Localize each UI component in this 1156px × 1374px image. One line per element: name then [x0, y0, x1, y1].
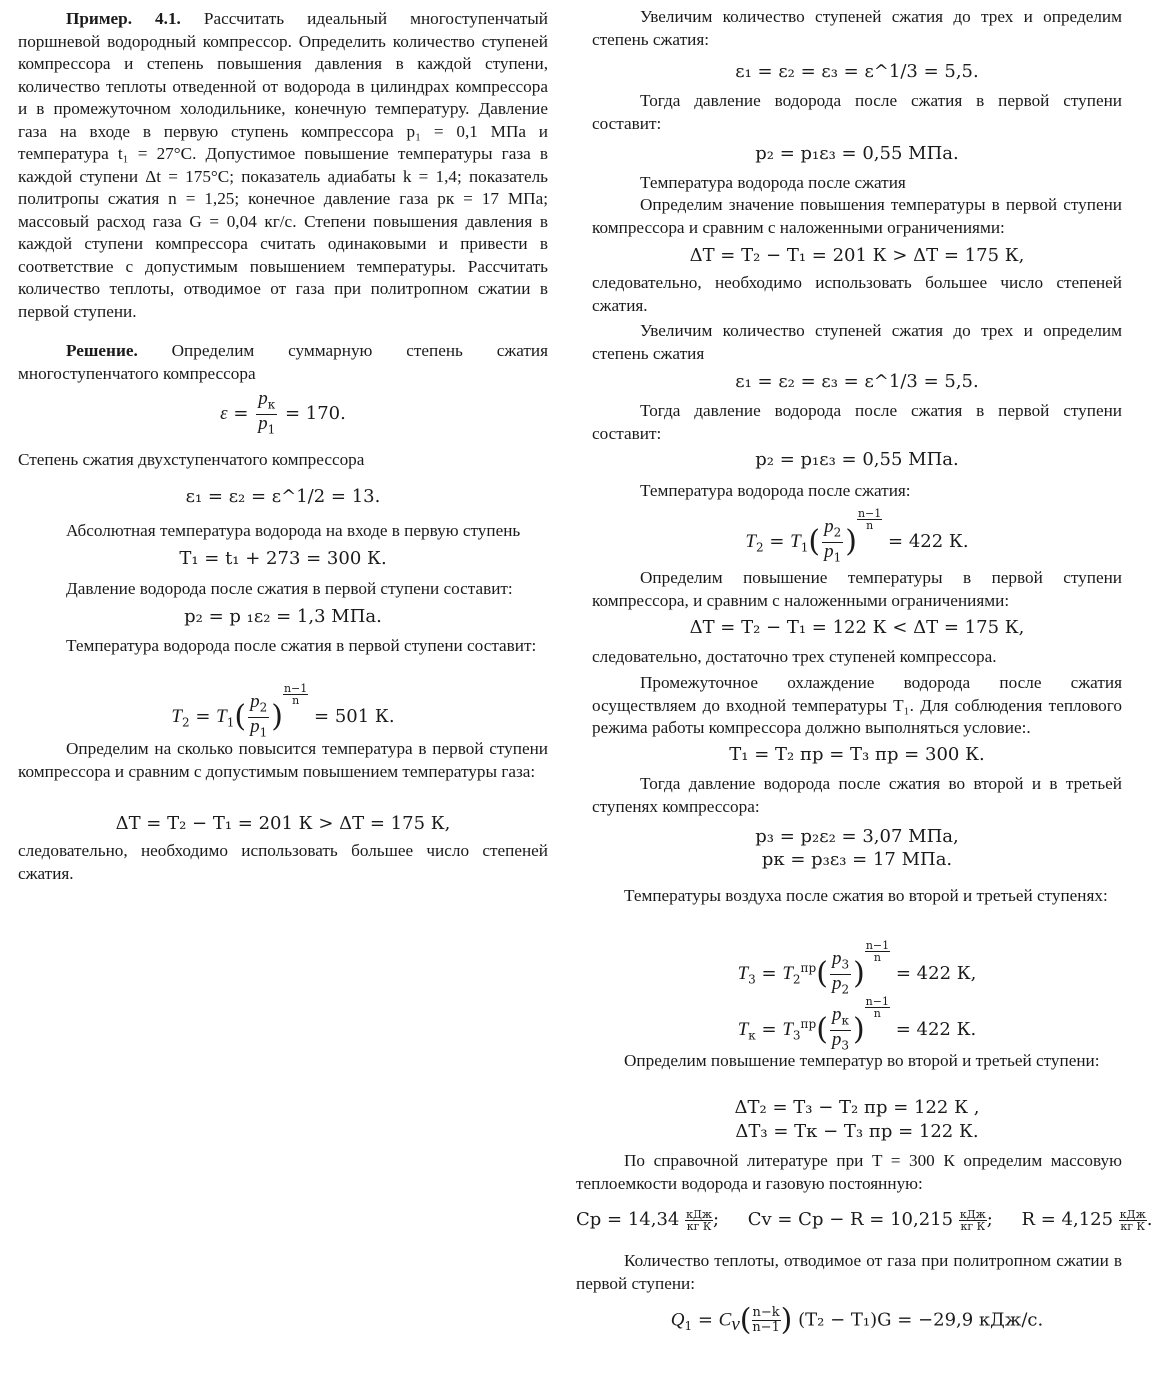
right-eq-14b: ΔT₃ = Tк − T₃ пр = 122 К. [735, 1121, 979, 1142]
right-eq-8: $T_2 = T_1$( $\frac{p_2}{p_1}$ ) $^{\frac{n-1}{n}}$ = 422 К. [745, 507, 969, 565]
right-par-11 [592, 672, 1122, 740]
unit-cp-num: кДж [686, 1207, 713, 1221]
right-eq-1: ε₁ = ε₂ = ε₃ = ε^1/3 = 5,5. [735, 61, 979, 82]
right-eq-15-r: R = 4,125 [1021, 1209, 1114, 1230]
right-par-13 [576, 885, 1122, 908]
right-par-16-text: Количество теплоты, отводимое от газа при политропном сжатии в первой ступени: [576, 1251, 1122, 1293]
right-par-1-text: Увеличим количество ступеней сжатия до трех и определим степень сжатия: [592, 7, 1122, 49]
equation-temp-rise: ΔT = T₂ − T₁ = 201 К > ΔT = 175 К, [115, 813, 451, 834]
right-par-3 [592, 172, 1122, 195]
right-eq-2: p₂ = p₁ε₃ = 0,55 МПа. [755, 143, 959, 164]
solution-label: Решение. [66, 341, 138, 360]
right-eq-13b-result: = 422 К. [895, 1019, 977, 1040]
equation-total-ratio: ε = $\frac{p_к}{p_1}$ = 170. [220, 388, 346, 437]
right-eq-13b: $T_к = T_3^{пр}$( $\frac{p_к}{p_3}$ ) $^{\frac{n-1}{n}}$ = 422 К. [737, 995, 977, 1053]
paragraph-abs-temp-text: Абсолютная температура водорода на входе в первую ступень [66, 521, 521, 540]
right-par-15 [576, 1150, 1122, 1195]
paragraph-pressure-text: Давление водорода после сжатия в первой ступени составит: [66, 579, 513, 598]
paragraph-abs-temp [18, 520, 548, 543]
right-eq-15-cp: Cp = 14,34 [576, 1209, 680, 1230]
right-par-5-text: следовательно, необходимо использовать большее число степеней сжатия. [592, 273, 1122, 315]
paragraph-temp-rise [18, 738, 548, 783]
right-eq-15: Cp = 14,34 $\frac{\text{кДж}}{\text{кг К}}$ ; Cv = Cp − R = 10,215 $\frac{\text{кДж}}{\text{кг К}}$ ; R = 4,125 $\frac{\text{кДж}}{\text{кг К}}$ . [576, 1207, 1153, 1233]
unit-cp-den: кг К [686, 1219, 712, 1233]
equation-pressure: p₂ = p ₁ε₂ = 1,3 МПа. [184, 606, 382, 627]
equation-temp-after-result: = 501 К. [314, 706, 395, 727]
paragraph-conclusion-text: следовательно, необходимо использовать большее число степеней сжатия. [18, 841, 548, 883]
right-eq-12b: pк = p₃ε₃ = 17 МПа. [761, 849, 953, 870]
problem-label: Пример. 4.1. [66, 9, 181, 28]
unit-cv-den: кг К [960, 1219, 986, 1233]
solution-intro [18, 340, 548, 385]
solution-text: Определим суммарную степень сжатия многоступенчатого компрессора [18, 341, 549, 383]
right-par-8 [592, 480, 1122, 503]
right-par-9-text: Определим повышение температуры в первой ступени компрессора, и сравним с наложенными ограничениями: [592, 568, 1122, 610]
paragraph-pressure [18, 578, 548, 601]
paragraph-temp-after [18, 635, 548, 658]
equation-total-ratio-result: = 170. [284, 403, 346, 425]
right-par-8-text: Температура водорода после сжатия: [640, 481, 911, 500]
right-eq-14a: ΔT₂ = T₃ − T₂ пр = 122 К , [734, 1097, 980, 1118]
right-eq-16-result: (T₂ − T₁)G = −29,9 кДж/с. [798, 1309, 1044, 1331]
right-eq-9: ΔT = T₂ − T₁ = 122 К < ΔT = 175 К, [689, 617, 1025, 638]
right-par-1 [592, 6, 1122, 51]
right-eq-13a: $T_3 = T_2^{пр}$( $\frac{p_3}{p_2}$ ) $^{\frac{n-1}{n}}$ = 422 К, [737, 939, 977, 997]
right-eq-15-cv: Cv = Cp − R = 10,215 [747, 1209, 954, 1230]
right-eq-12a: p₃ = p₂ε₂ = 3,07 МПа, [755, 826, 959, 847]
right-par-5 [592, 272, 1122, 317]
right-par-2 [592, 90, 1122, 135]
right-par-16 [576, 1250, 1122, 1295]
unit-r-den: кг К [1120, 1219, 1146, 1233]
right-par-10-text: следовательно, достаточно трех ступеней компрессора. [592, 647, 997, 666]
equation-two-stage: ε₁ = ε₂ = ε^1/2 = 13. [185, 486, 381, 507]
right-eq-6: ε₁ = ε₂ = ε₃ = ε^1/3 = 5,5. [735, 371, 979, 392]
right-par-13-text: Температуры воздуха после сжатия во второй и третьей ступенях: [624, 886, 1108, 905]
right-par-11-text: Промежуточное охлаждение водорода после сжатия осуществляем до входной температуры T₁. Для соблюдения теплового режима работы компрессора должно выполняться условие:. [592, 673, 1122, 737]
right-par-6-text: Увеличим количество ступеней сжатия до трех и определим степень сжатия [592, 321, 1122, 363]
right-par-14 [576, 1050, 1122, 1073]
right-par-3-text: Температура водорода после сжатия [640, 173, 906, 192]
right-eq-13a-result: = 422 К, [895, 963, 977, 984]
right-eq-8-result: = 422 К. [888, 531, 969, 552]
right-eq-7: p₂ = p₁ε₃ = 0,55 МПа. [755, 449, 959, 470]
equation-abs-temp: T₁ = t₁ + 273 = 300 К. [179, 548, 387, 569]
paragraph-conclusion [18, 840, 548, 885]
problem-statement [18, 8, 548, 323]
right-par-10 [592, 646, 1122, 669]
unit-r-num: кДж [1119, 1207, 1146, 1221]
right-par-2-text: Тогда давление водорода после сжатия в первой ступени составит: [592, 91, 1122, 133]
right-par-12-text: Тогда давление водорода после сжатия во второй и в третьей ступенях компрессора: [592, 774, 1122, 816]
right-par-9 [592, 567, 1122, 612]
right-eq-16: $Q_1 = C_v$( $\frac{n-k}{n-1}$ ) (T₂ − T₁)G = −29,9 кДж/с. [670, 1302, 1044, 1338]
right-eq-11: T₁ = T₂ пр = T₃ пр = 300 К. [729, 744, 985, 765]
right-eq-4: ΔT = T₂ − T₁ = 201 К > ΔT = 175 К, [689, 245, 1025, 266]
right-par-14-text: Определим повышение температур во второй и третьей ступени: [624, 1051, 1100, 1070]
right-par-7-text: Тогда давление водорода после сжатия в первой ступени составит: [592, 401, 1122, 443]
unit-cv-num: кДж [959, 1207, 986, 1221]
right-par-7 [592, 400, 1122, 445]
problem-text: Рассчитать идеальный многоступенчатый поршневой водородный компрессор. Определить количество ступеней компрессора и степень повышения давления в каждой ступени, количество теплоты отведенной от водорода в цилиндрах компрессора и в промежуточном холодильнике, конечную температуру. Давление газа на входе в первую ступень компрессора p₁ = 0,1 МПа и температура t₁ = 27°C. Допустимое повышение температуры газа в каждой ступени Δt = 175°C; показатель адиабаты k = 1,4; показатель политропы сжатия n = 1,25; конечное давление газа pк = 17 МПа; массовый расход газа G = 0,04 кг/с. Степени повышения давления в каждой ступени компрессора считать одинаковыми и привести в соответствие с допустимым повышением температуры. Рассчитать количество теплоты, отводимое от газа при политропном сжатии в первой ступени. [18, 9, 549, 321]
paragraph-temp-after-text: Температура водорода после сжатия в первой ступени составит: [66, 636, 537, 655]
equation-temp-after: $T_2 = T_1$( $\frac{p_2}{p_1}$ ) $^{\frac{n-1}{n}}$ = 501 К. [171, 682, 395, 740]
paragraph-temp-rise-text: Определим на сколько повысится температура в первой ступени компрессора и сравним с допустимым повышением температуры газа: [18, 739, 548, 781]
paragraph-two-stage-text: Степень сжатия двухступенчатого компрессора [18, 450, 365, 469]
right-par-15-text: По справочной литературе при T = 300 К определим массовую теплоемкости водорода и газовую постоянную: [576, 1151, 1122, 1193]
right-par-12 [592, 773, 1122, 818]
paragraph-two-stage [18, 449, 548, 472]
right-par-6 [592, 320, 1122, 365]
right-par-4 [592, 194, 1122, 239]
right-par-4-text: Определим значение повышения температуры в первой ступени компрессора и сравним с наложенными ограничениями: [592, 195, 1122, 237]
